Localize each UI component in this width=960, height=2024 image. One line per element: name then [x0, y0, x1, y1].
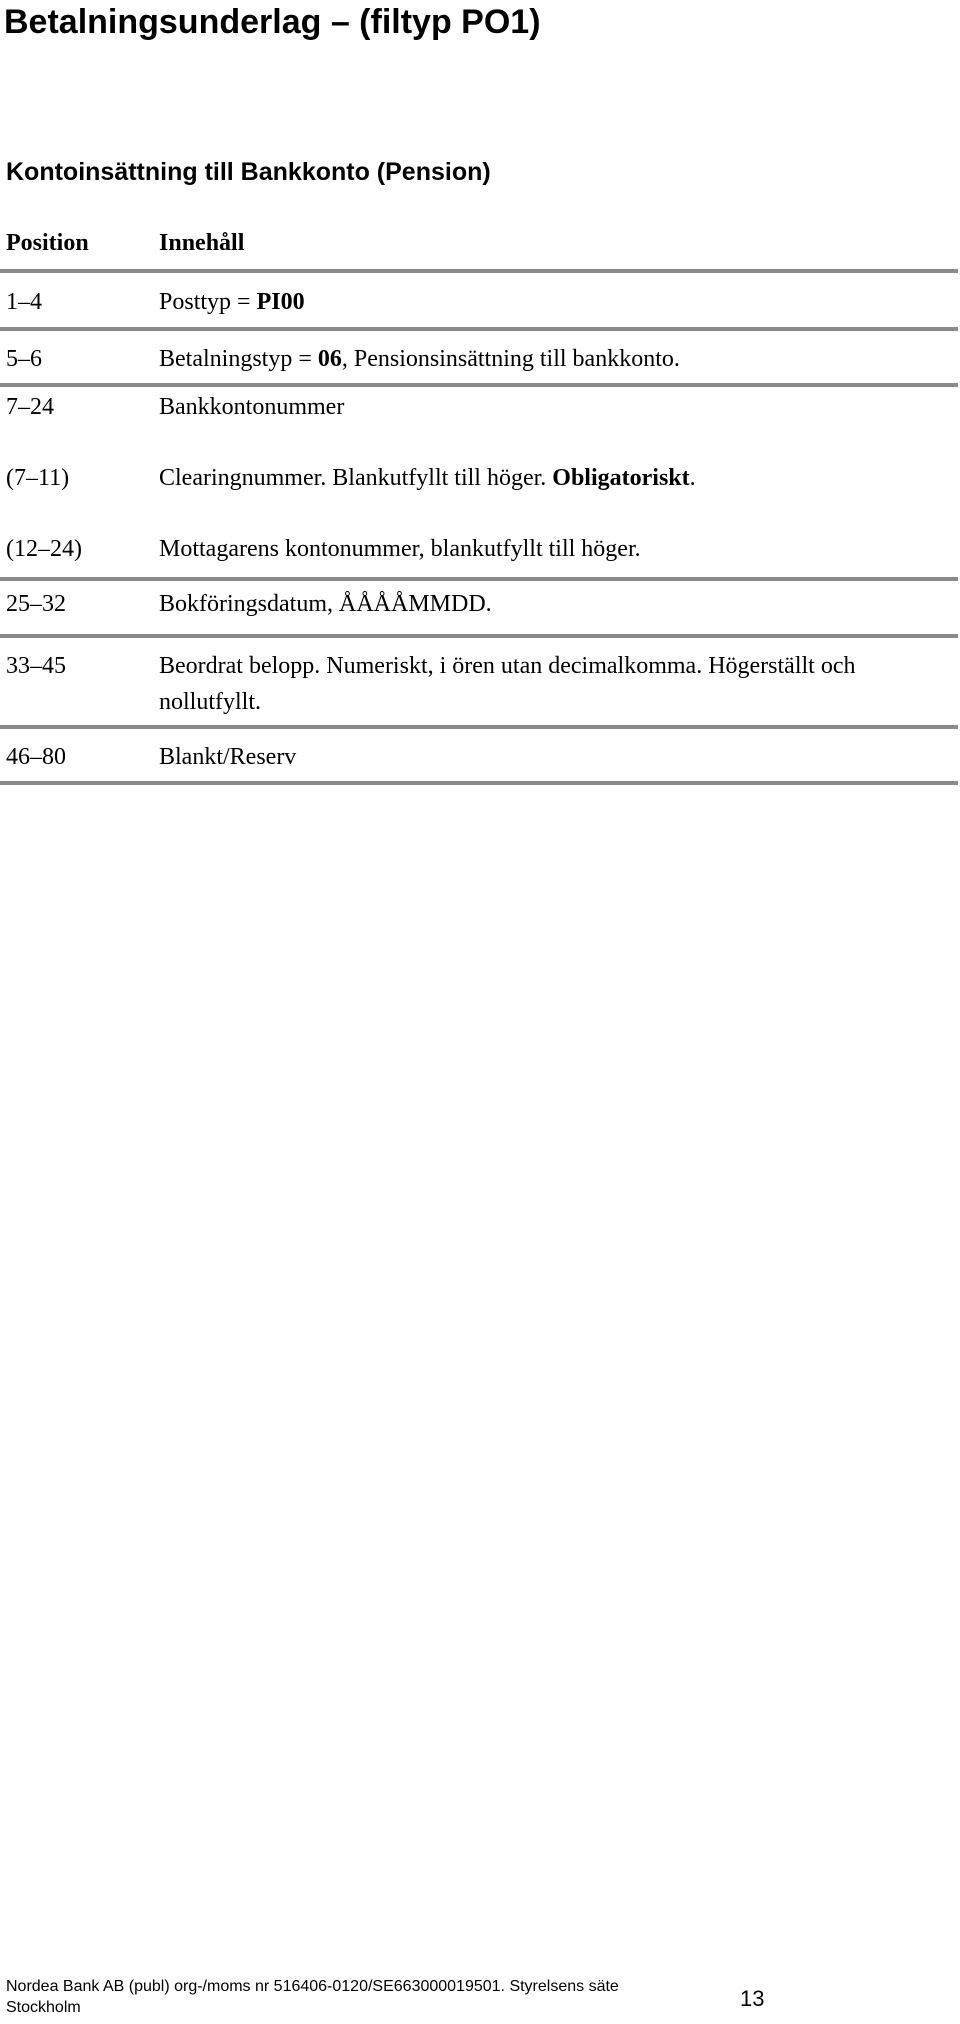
row-position: (12–24) — [6, 536, 82, 562]
row-content — [159, 531, 949, 567]
row-content-text: Mottagarens kontonummer, blankutfyllt till höger. — [159, 536, 641, 562]
rule-row — [0, 725, 958, 729]
rule-header — [0, 269, 958, 273]
page-title: Betalningsunderlag – (filtyp PO1) — [4, 3, 541, 41]
header-content: Innehåll — [159, 230, 245, 256]
section-title: Kontoinsättning till Bankkonto (Pension) — [6, 158, 491, 186]
row-content — [159, 389, 949, 425]
row-content — [159, 648, 879, 720]
row-position: 25–32 — [6, 591, 66, 617]
row-position: 46–80 — [6, 744, 66, 770]
rule-row — [0, 383, 958, 387]
footer-text: Nordea Bank AB (publ) org-/moms nr 516406-0120/SE663000019501. Styrelsens säte Stockholm — [6, 1978, 619, 2016]
rule-row — [0, 327, 958, 331]
row-content-emphasis: 06 — [317, 346, 342, 372]
row-content-text: Bankkontonummer — [159, 394, 345, 420]
row-position: 1–4 — [6, 289, 42, 315]
row-content-text: Betalningstyp = — [159, 346, 318, 372]
row-content-text: , Pensionsinsättning till bankkonto. — [341, 346, 680, 372]
row-content — [159, 284, 949, 320]
rule-row — [0, 634, 958, 638]
row-content — [159, 341, 949, 377]
row-content — [159, 460, 949, 496]
row-content — [159, 739, 949, 775]
row-content-text: Posttyp = — [159, 289, 257, 315]
row-content-text: Clearingnummer. Blankutfyllt till höger. — [159, 465, 553, 491]
rule-table-bottom — [0, 781, 958, 785]
row-content-text: . — [689, 465, 696, 491]
row-position: (7–11) — [6, 465, 70, 491]
row-content-emphasis: Obligatoriskt — [552, 465, 690, 491]
row-content-text: Bokföringsdatum, ÅÅÅÅMMDD. — [159, 591, 492, 617]
row-position: 7–24 — [6, 394, 54, 420]
row-position: 33–45 — [6, 653, 66, 679]
rule-row — [0, 577, 958, 581]
header-position: Position — [6, 230, 89, 256]
row-content — [159, 586, 949, 622]
row-content-emphasis: PI00 — [256, 289, 305, 315]
row-position: 5–6 — [6, 346, 42, 372]
footer-page-number: 13 — [740, 1986, 765, 2011]
row-content-text: Blankt/Reserv — [159, 744, 297, 770]
row-content-text: Beordrat belopp. Numeriskt, i ören utan decimalkomma. Högerställt och nollutfyllt. — [159, 653, 856, 715]
